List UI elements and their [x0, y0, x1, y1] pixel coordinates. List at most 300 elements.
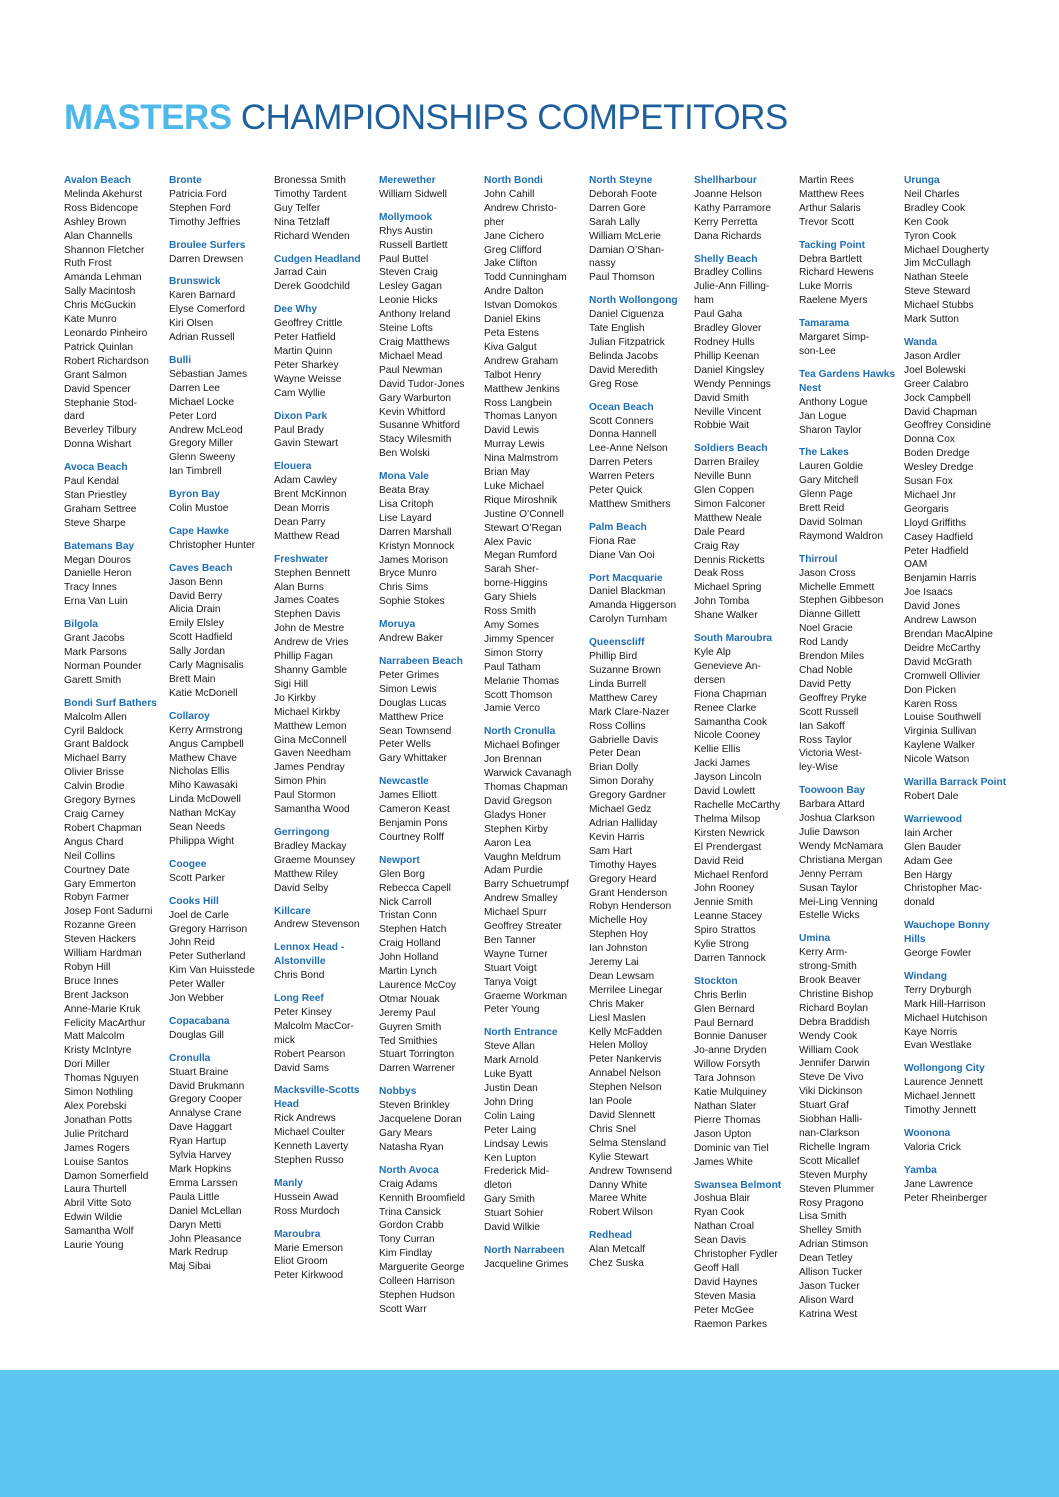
club-group	[904, 1164, 1008, 1206]
club-name: North Entrance	[484, 1027, 558, 1039]
competitor-name: Sigi Hill	[274, 678, 308, 690]
competitor-name: Bradley Collins	[694, 267, 762, 279]
club-group	[379, 854, 483, 1077]
competitor-name: Cameron Keast	[379, 804, 450, 816]
competitor-name: Angus Chard	[64, 836, 124, 848]
competitor-name: John Rooney	[694, 883, 755, 895]
competitor-name: Samantha Wolf	[64, 1226, 134, 1238]
competitor-name: John Holland	[379, 952, 439, 964]
competitor-name: Scott Thomson	[484, 689, 553, 701]
club-name: Warilla Barrack Point	[904, 777, 1007, 789]
club-group	[484, 725, 588, 1017]
competitor-name: Wesley Dredge	[904, 462, 974, 474]
competitor-name: Ian Sakoff	[799, 720, 845, 732]
competitor-name: Wendy Cook	[799, 1030, 858, 1042]
competitor-name: Robert Dale	[904, 790, 959, 802]
competitor-name: Andrew Graham	[484, 355, 559, 367]
competitor-name: Michael Spurr	[484, 907, 547, 919]
competitor-name: Kirsten Newrick	[694, 827, 765, 839]
competitor-name: Brian Dolly	[589, 762, 639, 774]
club-group	[274, 1084, 378, 1167]
competitor-name: Wendy Pennings	[694, 378, 771, 390]
club-name: Redhead	[589, 1230, 633, 1242]
competitor-name: Warwick Cavanagh	[484, 768, 572, 780]
competitor-name: Michael Jennett	[904, 1091, 976, 1103]
competitor-name: Aaron Lea	[484, 837, 532, 849]
competitor-name: Colin Laing	[484, 1110, 535, 1122]
club-name: Warriewood	[904, 813, 962, 825]
competitor-name: Paul Kendal	[64, 476, 119, 488]
club-group	[169, 275, 273, 345]
competitor-name: Brent McKinnon	[274, 489, 347, 501]
competitor-name: Ryan Cook	[694, 1207, 745, 1219]
competitor-name: Mark Hill-Harrison	[904, 998, 986, 1010]
competitor-name: David Smith	[694, 392, 749, 404]
club-name: Broulee Surfers	[169, 239, 246, 251]
competitor-name: Gary Whittaker	[379, 753, 447, 765]
competitor-name: Joshua Blair	[694, 1193, 751, 1205]
competitor-name: Fiona Rae	[589, 535, 637, 547]
competitor-name: Joe Isaacs	[904, 587, 953, 599]
competitor-name: Rebecca Capell	[379, 882, 451, 894]
competitor-name: Gregory Heard	[589, 873, 657, 885]
competitor-name: Gavin Stewart	[274, 438, 338, 450]
competitor-name: Simon Phin	[274, 776, 327, 788]
competitor-name: Stephanie Stod-	[64, 397, 138, 409]
club-name: Tacking Point	[799, 239, 866, 251]
competitor-name: Geoffrey Pryke	[799, 692, 867, 704]
competitor-name: dleton	[484, 1180, 512, 1192]
competitor-name: Peter Kirkwood	[274, 1270, 344, 1282]
competitor-name: Gabrielle Davis	[589, 734, 659, 746]
competitor-name: Jo-anne Dryden	[694, 1045, 767, 1057]
competitor-name: Matthew Carey	[589, 692, 658, 704]
competitor-name: David Jones	[904, 601, 961, 613]
competitor-name: Karen Barnard	[169, 290, 236, 302]
competitor-name: Chris Berlin	[694, 989, 747, 1001]
competitor-name: Gladys Honer	[484, 809, 547, 821]
competitor-name: Robert Pearson	[274, 1048, 346, 1060]
competitor-name: Michael Mead	[379, 350, 443, 362]
competitor-name: Peter McGee	[694, 1304, 755, 1316]
competitor-name: Gaven Needham	[274, 748, 352, 760]
competitor-name: Simon Nothling	[64, 1087, 134, 1099]
competitor-name: Nick Carroll	[379, 896, 432, 908]
competitor-name: Jason Ardler	[904, 350, 961, 362]
competitor-name: Dean Lewsam	[589, 970, 655, 982]
competitor-name: Jeremy Lai	[589, 957, 639, 969]
competitor-name: Shannon Fletcher	[64, 244, 145, 256]
competitor-name: Lisa Critoph	[379, 498, 434, 510]
competitor-name: Selma Stensland	[589, 1137, 667, 1149]
competitor-name: Terry Dryburgh	[904, 984, 972, 996]
competitor-name: Ross Collins	[589, 720, 646, 732]
competitor-name: Belinda Jacobs	[589, 350, 659, 362]
competitor-name: Bradley Glover	[694, 323, 762, 335]
competitor-name: Kenneth Laverty	[274, 1141, 349, 1153]
competitor-name: Genevieve An-	[694, 660, 761, 672]
competitor-name: Tristan Conn	[379, 910, 437, 922]
club-group	[799, 317, 903, 359]
competitor-name: Craig Matthews	[379, 336, 450, 348]
competitor-name: Jon Brennan	[484, 754, 542, 766]
competitor-name: Christiana Mergan	[799, 854, 883, 866]
competitor-name: Anthony Logue	[799, 396, 868, 408]
club-name: Thirroul	[799, 553, 838, 565]
competitor-name: Calvin Brodie	[64, 781, 125, 793]
column-2	[169, 174, 273, 1283]
competitor-name: Megan Douros	[64, 554, 131, 566]
competitor-name: Jacquelene Doran	[379, 1114, 462, 1126]
competitor-name: dersen	[694, 674, 726, 686]
competitor-name: Beverley Tilbury	[64, 425, 137, 437]
club-group	[379, 211, 483, 461]
competitor-name: Colin Mustoe	[169, 503, 229, 515]
competitor-name: Valoria Crick	[904, 1141, 961, 1153]
competitor-name: Cromwell Ollivier	[904, 670, 981, 682]
competitor-name: Jarrad Cain	[274, 267, 327, 279]
club-group	[694, 1179, 798, 1332]
competitor-name: Jenny Perram	[799, 868, 863, 880]
club-name: Bulli	[169, 354, 192, 366]
club-group	[379, 1085, 483, 1155]
club-name: Wauchope Bonny Hills	[904, 920, 990, 946]
club-group	[904, 336, 1008, 767]
competitor-name: Andrew Lawson	[904, 615, 977, 627]
competitor-name: ham	[694, 295, 714, 307]
competitor-name: John de Mestre	[274, 623, 345, 635]
club-group	[274, 460, 378, 543]
competitor-name: Matthew Jenkins	[484, 383, 560, 395]
competitor-name: Amanda Lehman	[64, 272, 142, 284]
competitor-name: Shanny Gamble	[274, 665, 348, 676]
competitor-name: John Dring	[484, 1096, 534, 1108]
competitor-name: Megan Rumford	[484, 550, 558, 562]
competitor-name: Andrew Stevenson	[274, 919, 360, 931]
competitor-name: Craig Carney	[64, 808, 125, 820]
club-group	[589, 401, 693, 512]
competitor-name: Estelle Wicks	[799, 910, 860, 922]
competitor-name: Angus Campbell	[169, 738, 244, 750]
club-group	[169, 354, 273, 479]
competitor-name: Gary Mitchell	[799, 475, 859, 487]
competitor-name: Glen Bernard	[694, 1003, 755, 1015]
competitor-name: Danielle Heron	[64, 568, 132, 580]
competitor-name: Grant Salmon	[64, 369, 127, 381]
competitor-name: Linda McDowell	[169, 794, 241, 806]
competitor-name: Stephen Gibbeson	[799, 595, 884, 607]
club-group	[64, 174, 168, 452]
competitor-name: Benjamin Harris	[904, 573, 977, 585]
competitor-name: Virginia Sullivan	[904, 726, 977, 738]
competitor-name: Kaye Norris	[904, 1026, 958, 1038]
competitor-name: Jock Campbell	[904, 392, 971, 404]
club-group	[64, 618, 168, 688]
club-group	[799, 368, 903, 438]
competitor-name: Gregory Harrison	[169, 923, 248, 935]
competitor-name: Nicole Watson	[904, 754, 970, 766]
competitor-name: Darren Gore	[589, 202, 646, 214]
competitor-name: Andrew McLeod	[169, 424, 243, 436]
club-name: Windang	[904, 970, 947, 982]
competitor-name: Michael Spring	[694, 582, 762, 594]
competitor-name: Daniel Ekins	[484, 314, 541, 326]
competitor-name: Sally Jordan	[169, 646, 226, 658]
competitor-name: David Haynes	[694, 1276, 758, 1288]
competitor-name: dard	[64, 411, 85, 423]
competitor-name: Ross Taylor	[799, 734, 853, 746]
competitor-name: Olivier Brisse	[64, 767, 125, 779]
competitor-name: Ross Murdoch	[274, 1205, 340, 1217]
competitor-name: Sharon Taylor	[799, 424, 862, 436]
competitor-name: Matthew Lemon	[274, 720, 347, 732]
competitor-name: Vaughn Meldrum	[484, 851, 561, 863]
club-name: Cudgen Headland	[274, 253, 361, 265]
competitor-name: Linda Burrell	[589, 678, 647, 690]
competitor-name: James Rogers	[64, 1142, 130, 1154]
competitor-name: David Lowlett	[694, 786, 756, 798]
club-name: Yamba	[904, 1164, 937, 1176]
competitor-name: Hussein Awad	[274, 1191, 339, 1203]
competitor-name: Michael Dougherty	[904, 244, 989, 256]
competitor-name: Ruth Frost	[64, 258, 112, 270]
competitor-name: Noel Gracie	[799, 623, 853, 635]
competitor-name: Alan Channells	[64, 230, 133, 242]
competitor-name: Michael Jnr	[904, 489, 957, 501]
competitor-name: Warren Peters	[589, 471, 655, 483]
competitor-name: Jennifer Darwin	[799, 1058, 870, 1070]
competitor-name: Trevor Scott	[799, 216, 855, 228]
competitor-name: Jamie Verco	[484, 703, 541, 715]
competitor-name: Gary Mears	[379, 1128, 433, 1139]
competitor-name: Jon Webber	[169, 993, 224, 1005]
competitor-name: Dori Miller	[64, 1059, 110, 1071]
competitor-name: Dana Richards	[694, 230, 762, 242]
competitor-name: Peter Hadfield	[904, 545, 969, 557]
competitor-name: Glen Coppen	[694, 485, 755, 497]
club-group	[169, 562, 273, 701]
club-name: Palm Beach	[589, 521, 647, 533]
competitor-name: Carolyn Turnham	[589, 614, 668, 626]
competitor-name: Paul Buttel	[379, 253, 429, 265]
competitor-name: Rozanne Green	[64, 920, 136, 932]
competitor-name: Tony Curran	[379, 1234, 435, 1246]
competitor-name: Peter Wells	[379, 739, 431, 751]
competitor-name: Leonardo Pinheiro	[64, 327, 148, 339]
competitor-name: Gary Smith	[484, 1194, 535, 1206]
competitor-name: Douglas Lucas	[379, 697, 447, 709]
competitor-name: Matthew Price	[379, 711, 444, 723]
competitor-name: Russell Bartlett	[379, 239, 448, 251]
competitor-name: Ian Poole	[589, 1096, 633, 1108]
competitor-name: Edwin Wildie	[64, 1212, 123, 1224]
club-name: Nobbys	[379, 1086, 417, 1098]
competitor-name: Craig Holland	[379, 938, 441, 950]
competitor-name: Murray Lewis	[484, 439, 545, 451]
competitor-name: Susan Taylor	[799, 882, 858, 894]
competitor-name: George Fowler	[904, 948, 972, 960]
competitor-name: Bruce Innes	[64, 975, 119, 987]
competitor-name: Joel Bolewski	[904, 364, 966, 376]
competitor-name: Raymond Waldron	[799, 530, 883, 542]
competitor-name: Darren Brailey	[694, 457, 760, 469]
competitor-name: Susan Fox	[904, 476, 953, 488]
competitor-name: Trina Cansick	[379, 1206, 441, 1218]
competitor-name: Maj Sibai	[169, 1261, 211, 1273]
competitor-name: John Pleasance	[169, 1233, 242, 1245]
competitor-name: Steve De Vivo	[799, 1072, 864, 1084]
competitor-name: Malcolm MacCor-	[274, 1020, 354, 1032]
club-group	[799, 174, 903, 230]
competitor-name: Craig Adams	[379, 1178, 438, 1190]
competitor-name: Chris McGuckin	[64, 300, 136, 312]
competitor-name: Ian Johnston	[589, 943, 648, 955]
competitor-name: Phillip Bird	[589, 651, 638, 663]
competitor-name: Gregory Byrnes	[64, 795, 136, 807]
title-main: CHAMPIONSHIPS COMPETITORS	[240, 98, 788, 137]
competitor-name: Julie Dawson	[799, 826, 860, 838]
competitor-name: Simon Storry	[484, 647, 543, 659]
competitor-name: Matthew Neale	[694, 512, 762, 524]
competitor-name: Simon Dorahy	[589, 776, 654, 788]
club-group	[904, 1127, 1008, 1155]
competitor-name: Jason Cross	[799, 567, 856, 579]
competitor-name: Darren Marshall	[379, 526, 452, 538]
competitor-name: Grant Jacobs	[64, 633, 125, 645]
competitor-name: David McGrath	[904, 656, 972, 668]
competitor-name: Maree White	[589, 1193, 647, 1205]
club-name: Bilgola	[64, 619, 98, 631]
competitor-name: Amanda Higgerson	[589, 600, 677, 612]
competitor-name: David Petty	[799, 678, 852, 690]
competitor-name: Michael Coulter	[274, 1127, 345, 1139]
competitor-name: Sebastian James	[169, 368, 248, 380]
competitor-name: Peter Nankervis	[589, 1054, 662, 1066]
club-name: Shellharbour	[694, 175, 757, 186]
competitor-name: Peter Sharkey	[274, 359, 339, 371]
competitor-name: Timothy Jeffries	[169, 216, 241, 228]
competitor-name: David Solman	[799, 516, 863, 528]
competitor-name: Greg Clifford	[484, 244, 542, 256]
competitor-name: Steine Lofts	[379, 323, 433, 335]
club-group	[904, 174, 1008, 327]
competitor-name: Stephen Russo	[274, 1155, 344, 1166]
club-name: Newcastle	[379, 776, 429, 788]
competitor-name: pher	[484, 216, 505, 228]
competitor-name: Peter Sutherland	[169, 951, 246, 963]
club-name: Tamarama	[799, 318, 850, 330]
footer-band	[0, 1370, 1059, 1497]
competitor-name: Peter Young	[484, 1004, 540, 1016]
club-group	[169, 858, 273, 886]
club-name: Maroubra	[274, 1228, 321, 1240]
competitor-name: Jeremy Paul	[379, 1007, 436, 1019]
competitor-name: Katie Mulquiney	[694, 1087, 767, 1099]
competitor-name: Elyse Comerford	[169, 304, 245, 316]
competitor-name: Arthur Salaris	[799, 202, 861, 214]
competitor-name: Dean Morris	[274, 503, 330, 515]
competitor-name: Martin Lynch	[379, 966, 437, 978]
competitor-name: Jacqueline Grimes	[484, 1258, 569, 1270]
competitor-name: Jane Cichero	[484, 230, 545, 242]
competitor-name: Alicia Drain	[169, 604, 221, 616]
competitor-name: Patrick Quinlan	[64, 341, 134, 353]
competitor-name: Michael Renford	[694, 869, 769, 881]
competitor-name: Wendy McNamara	[799, 840, 884, 852]
competitor-name: Glenn Page	[799, 489, 853, 501]
competitor-name: Norman Pounder	[64, 660, 142, 672]
competitor-name: Neville Bunn	[694, 471, 752, 483]
competitor-name: Robyn Hill	[64, 961, 111, 973]
competitor-name: Rhys Austin	[379, 225, 433, 237]
competitor-name: Shane Walker	[694, 610, 758, 622]
competitor-name: Chris Bond	[274, 970, 325, 982]
competitor-name: Brett Main	[169, 674, 216, 685]
competitor-name: Darren Lee	[169, 382, 220, 394]
competitor-name: David Meredith	[589, 364, 658, 376]
club-group	[799, 446, 903, 543]
competitor-name: Peter Lord	[169, 410, 217, 422]
club-name: Cape Hawke	[169, 525, 230, 537]
competitor-name: Donna Cox	[904, 434, 955, 446]
competitor-name: Peter Laing	[484, 1124, 537, 1136]
competitor-name: Paul Thomson	[589, 272, 655, 284]
competitor-name: Laurie Young	[64, 1240, 124, 1252]
competitor-name: Kevin Whitford	[379, 406, 446, 418]
competitor-name: Adam Cawley	[274, 475, 337, 487]
competitor-name: Geoffrey Considine	[904, 420, 992, 432]
club-group	[799, 553, 903, 776]
competitor-name: Benjamin Pons	[379, 817, 448, 829]
competitor-name: Lesley Gagan	[379, 281, 442, 293]
competitor-name: Nina Malmstrom	[484, 453, 559, 465]
competitor-name: Andrew Christo-	[484, 202, 558, 214]
competitor-name: Matt Malcolm	[64, 1031, 125, 1043]
competitor-name: Sylvia Harvey	[169, 1150, 232, 1162]
competitor-name: Eliot Groom	[274, 1256, 328, 1268]
club-name: North Cronulla	[484, 726, 556, 738]
club-name: North Bondi	[484, 175, 543, 186]
competitor-name: Deborah Foote	[589, 188, 657, 200]
competitor-name: Richard Boylan	[799, 1002, 869, 1014]
competitor-name: David Wilkie	[484, 1222, 541, 1234]
competitor-name: Nicholas Ellis	[169, 766, 230, 778]
competitor-name: Glen Bauder	[904, 841, 962, 853]
club-name: Long Reef	[274, 993, 324, 1005]
competitor-name: Mark Arnold	[484, 1055, 539, 1067]
competitor-name: Jacki James	[694, 758, 751, 770]
competitor-name: Damon Somerfield	[64, 1170, 149, 1182]
competitor-name: David Gregson	[484, 795, 552, 807]
competitor-name: Timothy Hayes	[589, 859, 657, 871]
competitor-name: Georgaris	[904, 503, 949, 515]
club-name: Woonona	[904, 1128, 951, 1139]
competitor-name: Geoff Hall	[694, 1262, 740, 1274]
competitor-name: Kate Munro	[64, 314, 117, 326]
competitor-name: Stuart Torrington	[379, 1049, 455, 1061]
competitor-name: Stan Priestley	[64, 489, 127, 501]
club-group	[484, 1026, 588, 1235]
competitor-name: Anthony Ireland	[379, 309, 451, 321]
club-name: Coogee	[169, 858, 207, 870]
competitor-name: Kathy Parramore	[694, 202, 772, 214]
competitor-name: Luke Morris	[799, 281, 853, 293]
competitor-name: James Pendray	[274, 762, 345, 774]
competitor-name: Kerry Armstrong	[169, 724, 243, 736]
competitor-name: Darren Tannock	[694, 952, 766, 964]
competitor-name: Wayne Weisse	[274, 373, 342, 385]
competitor-name: Emma Larssen	[169, 1177, 238, 1189]
